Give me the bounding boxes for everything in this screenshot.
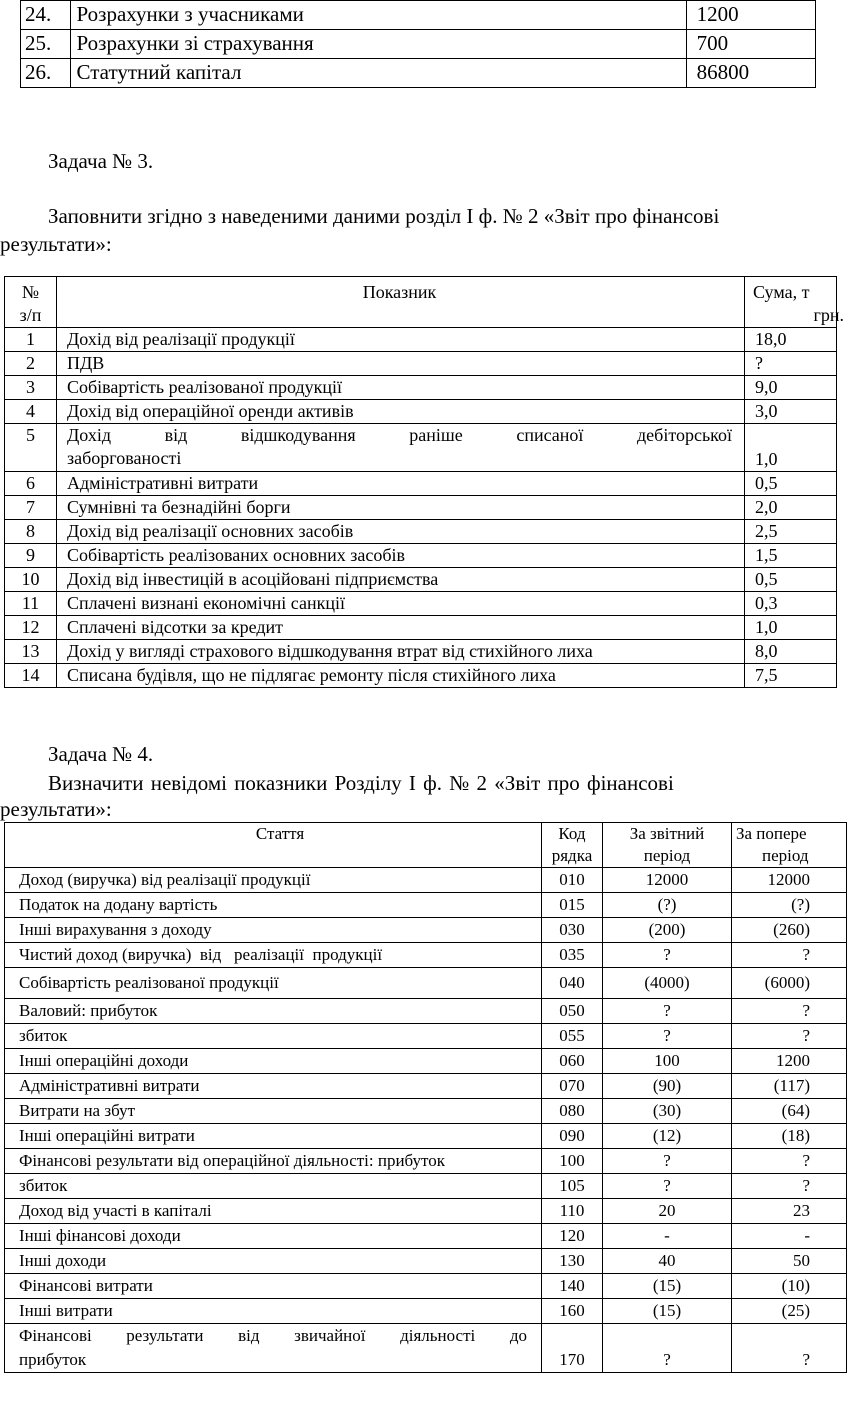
table-row (5, 918, 847, 943)
table-header-row (5, 277, 837, 328)
row-article: Інші операційні доходи (5, 1049, 542, 1074)
table-row (5, 1224, 847, 1249)
row-sum: ? (745, 352, 837, 376)
task3-title: Задача № 3. (48, 149, 154, 173)
table-row (5, 544, 837, 568)
table-row (5, 1324, 847, 1373)
row-indicator: Дохід від реалізації продукції (57, 328, 745, 352)
row-article-line2: прибуток (19, 1350, 87, 1369)
header-report (603, 823, 732, 868)
row-indicator: Сплачені визнані економічні санкції (57, 592, 745, 616)
row-number: 13 (5, 640, 57, 664)
header-number-line2: з/п (19, 305, 42, 325)
row-value: 1200 (686, 1, 815, 30)
row-report: ? (603, 1149, 732, 1174)
row-prev: - (732, 1224, 847, 1249)
row-prev: ? (732, 1324, 847, 1373)
row-sum: 7,5 (745, 664, 837, 688)
row-report: ? (603, 943, 732, 968)
task3-table (4, 276, 844, 688)
row-indicator: Адміністративні витрати (57, 472, 745, 496)
row-prev: (25) (732, 1299, 847, 1324)
row-sum: 0,5 (745, 568, 837, 592)
row-indicator: Дохід від інвестицій в асоційовані підприємства (57, 568, 745, 592)
row-value: 86800 (686, 59, 815, 88)
row-indicator: Сумнівні та безнадійні борги (57, 496, 745, 520)
table-row (5, 943, 847, 968)
table-row (5, 968, 847, 999)
row-code: 035 (542, 943, 603, 968)
row-indicator: Дохід від реалізації основних засобів (57, 520, 745, 544)
header-prev-line2: період (762, 846, 809, 865)
row-report: (30) (603, 1099, 732, 1124)
row-prev: (6000) (732, 968, 847, 999)
row-code: 050 (542, 999, 603, 1024)
row-article-line1: Фінансові результати від звичайної діяльності до (19, 1326, 527, 1345)
table-row (5, 1299, 847, 1324)
row-prev: (260) (732, 918, 847, 943)
row-sum: 0,3 (745, 592, 837, 616)
row-code: 140 (542, 1274, 603, 1299)
row-article: Інші вирахування з доходу (5, 918, 542, 943)
row-article: збиток (5, 1174, 542, 1199)
row-number: 7 (5, 496, 57, 520)
row-code: 130 (542, 1249, 603, 1274)
header-prev-line1: За попере (736, 824, 807, 843)
row-number: 11 (5, 592, 57, 616)
row-article: Витрати на збут (5, 1099, 542, 1124)
header-report-line1: За звітний (629, 824, 705, 843)
table-row (5, 568, 837, 592)
header-prev (732, 823, 847, 868)
row-article: Фінансові витрати (5, 1274, 542, 1299)
row-name: Розрахунки зі страхування (70, 30, 686, 59)
row-sum: 1,5 (745, 544, 837, 568)
table-row (5, 592, 837, 616)
row-article (5, 1324, 542, 1373)
row-number: 26. (21, 59, 71, 88)
row-number: 25. (21, 30, 71, 59)
row-prev: 1200 (732, 1049, 847, 1074)
row-code: 040 (542, 968, 603, 999)
row-report: 40 (603, 1249, 732, 1274)
table-row (5, 424, 837, 472)
row-code: 060 (542, 1049, 603, 1074)
table-row (5, 520, 837, 544)
header-code (542, 823, 603, 868)
table-row (21, 59, 816, 88)
row-code: 030 (542, 918, 603, 943)
row-prev: (18) (732, 1124, 847, 1149)
row-report: ? (603, 1324, 732, 1373)
table-row (5, 1274, 847, 1299)
row-prev: ? (732, 999, 847, 1024)
row-article: Інші доходи (5, 1249, 542, 1274)
table-row (5, 1124, 847, 1149)
row-sum: 9,0 (745, 376, 837, 400)
row-number: 24. (21, 1, 71, 30)
row-number: 5 (5, 424, 57, 472)
task4-title: Задача № 4. (48, 742, 154, 766)
row-number: 6 (5, 472, 57, 496)
row-number: 4 (5, 400, 57, 424)
row-indicator: Дохід у вигляді страхового відшкодування втрат від стихійного лиха (57, 640, 745, 664)
task4-text-line1: Визначити невідомі показники Розділу І ф. № 2 «Звіт про фінансові (48, 771, 674, 795)
row-report: (200) (603, 918, 732, 943)
row-indicator: Дохід від операційної оренди активів (57, 400, 745, 424)
table-row (5, 640, 837, 664)
row-report: (12) (603, 1124, 732, 1149)
row-sum: 0,5 (745, 472, 837, 496)
table-row (5, 376, 837, 400)
row-number: 2 (5, 352, 57, 376)
row-number: 14 (5, 664, 57, 688)
table-row (21, 1, 816, 30)
row-prev: (117) (732, 1074, 847, 1099)
table-row (5, 1074, 847, 1099)
row-report: ? (603, 999, 732, 1024)
row-report: 100 (603, 1049, 732, 1074)
row-code: 090 (542, 1124, 603, 1149)
task3-text-line2: результати»: (0, 232, 112, 256)
row-number: 9 (5, 544, 57, 568)
task4-text-line2: результати»: (0, 797, 112, 821)
row-name: Розрахунки з учасниками (70, 1, 686, 30)
row-number: 1 (5, 328, 57, 352)
row-code: 010 (542, 868, 603, 893)
row-code: 120 (542, 1224, 603, 1249)
row-article: Інші витрати (5, 1299, 542, 1324)
table-row (5, 664, 837, 688)
row-code: 160 (542, 1299, 603, 1324)
row-code: 170 (542, 1324, 603, 1373)
table-row (5, 1174, 847, 1199)
table-row (5, 616, 837, 640)
row-report: (?) (603, 893, 732, 918)
table-row (5, 893, 847, 918)
row-prev: ? (732, 1024, 847, 1049)
accounts-table (20, 0, 816, 88)
table-row (21, 30, 816, 59)
row-article: Адміністративні витрати (5, 1074, 542, 1099)
row-article: збиток (5, 1024, 542, 1049)
header-number-line1: № (21, 282, 40, 302)
header-sum-line1: Сума, т (753, 282, 810, 302)
row-report: (15) (603, 1274, 732, 1299)
row-indicator (57, 424, 745, 472)
header-article: Стаття (5, 823, 542, 868)
row-indicator-line2: заборгованості (67, 448, 182, 468)
row-code: 100 (542, 1149, 603, 1174)
row-article: Податок на додану вартість (5, 893, 542, 918)
row-report: ? (603, 1024, 732, 1049)
row-article: Чистий доход (виручка) від реалізації продукції (5, 943, 542, 968)
table-row (5, 1199, 847, 1224)
row-article: Собівартість реалізованої продукції (5, 968, 542, 999)
row-prev: 50 (732, 1249, 847, 1274)
row-indicator: Сплачені відсотки за кредит (57, 616, 745, 640)
row-prev: ? (732, 943, 847, 968)
row-sum: 18,0 (745, 328, 837, 352)
row-indicator: Собівартість реалізованих основних засобів (57, 544, 745, 568)
row-article: Фінансові результати від операційної діяльності: прибуток (5, 1149, 542, 1174)
row-sum: 1,0 (745, 424, 837, 472)
row-report: - (603, 1224, 732, 1249)
row-indicator: ПДВ (57, 352, 745, 376)
row-prev: ? (732, 1149, 847, 1174)
row-report: ? (603, 1174, 732, 1199)
row-article: Інші фінансові доходи (5, 1224, 542, 1249)
table-row (5, 496, 837, 520)
table-row (5, 328, 837, 352)
row-indicator-line1: Дохід від відшкодування раніше списаної дебіторської (67, 425, 732, 445)
row-prev: (10) (732, 1274, 847, 1299)
row-report: (4000) (603, 968, 732, 999)
table-row (5, 999, 847, 1024)
row-code: 105 (542, 1174, 603, 1199)
row-sum: 2,0 (745, 496, 837, 520)
row-prev: ? (732, 1174, 847, 1199)
task4-table (4, 822, 847, 1373)
table-row (5, 1049, 847, 1074)
table-row (5, 472, 837, 496)
row-article: Доход (виручка) від реалізації продукції (5, 868, 542, 893)
header-number (5, 277, 57, 328)
row-number: 8 (5, 520, 57, 544)
header-report-line2: період (643, 846, 691, 865)
row-name: Статутний капітал (70, 59, 686, 88)
table-row (5, 1249, 847, 1274)
row-sum: 3,0 (745, 400, 837, 424)
row-report: (90) (603, 1074, 732, 1099)
table-row (5, 1024, 847, 1049)
row-code: 070 (542, 1074, 603, 1099)
table-row (5, 1099, 847, 1124)
row-value: 700 (686, 30, 815, 59)
table-row (5, 400, 837, 424)
row-code: 055 (542, 1024, 603, 1049)
row-sum: 2,5 (745, 520, 837, 544)
row-prev: (?) (732, 893, 847, 918)
row-prev: (64) (732, 1099, 847, 1124)
row-article: Доход від участі в капіталі (5, 1199, 542, 1224)
row-prev: 12000 (732, 868, 847, 893)
header-indicator: Показник (57, 277, 745, 328)
row-indicator: Списана будівля, що не підлягає ремонту після стихійного лиха (57, 664, 745, 688)
header-sum-line2: грн. (813, 305, 844, 325)
row-sum: 1,0 (745, 616, 837, 640)
row-number: 12 (5, 616, 57, 640)
row-number: 10 (5, 568, 57, 592)
table-row (5, 352, 837, 376)
row-article: Інші операційні витрати (5, 1124, 542, 1149)
row-number: 3 (5, 376, 57, 400)
table-row (5, 1149, 847, 1174)
header-sum (745, 277, 844, 328)
task3-text-line1: Заповнити згідно з наведеними даними розділ І ф. № 2 «Звіт про фінансові (48, 204, 720, 228)
row-report: 20 (603, 1199, 732, 1224)
row-code: 015 (542, 893, 603, 918)
table-row (5, 868, 847, 893)
row-code: 080 (542, 1099, 603, 1124)
row-sum: 8,0 (745, 640, 837, 664)
row-article: Валовий: прибуток (5, 999, 542, 1024)
row-report: (15) (603, 1299, 732, 1324)
row-code: 110 (542, 1199, 603, 1224)
row-report: 12000 (603, 868, 732, 893)
row-prev: 23 (732, 1199, 847, 1224)
row-indicator: Собівартість реалізованої продукції (57, 376, 745, 400)
table-header-row (5, 823, 847, 868)
header-code-line2: рядка (551, 846, 593, 865)
header-code-line1: Код (558, 824, 586, 843)
